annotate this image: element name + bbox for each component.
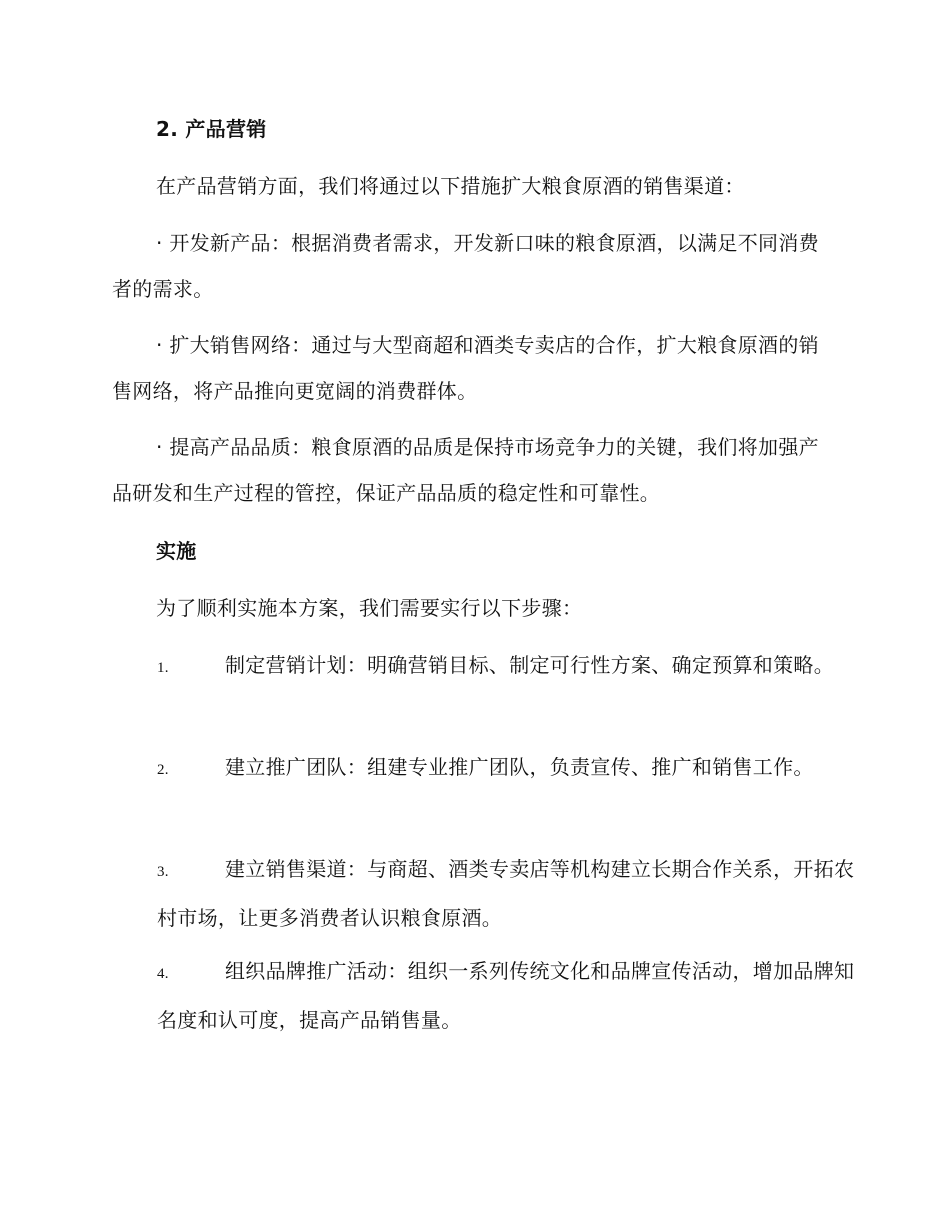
step-text: 建立销售渠道：与商超、酒类专卖店等机构建立长期合作关系，开拓农村市场，让更多消费者认识粮食原酒。 (157, 857, 855, 930)
step-item (112, 948, 873, 1043)
step-text: 制定营销计划：明确营销目标、制定可行性方案、确定预算和策略。 (225, 653, 834, 677)
step-text: 组织品牌推广活动：组织一系列传统文化和品牌宣传活动，增加品牌知名度和认可度，提高产品销售量。 (157, 959, 855, 1032)
step-text: 建立推广团队：组建专业推广团队，负责宣传、推广和销售工作。 (225, 755, 814, 779)
bullet-product-quality: · 提高产品品质：粮食原酒的品质是保持市场竞争力的关键，我们将加强产品研发和生产过程的管控，保证产品品质的稳定性和可靠性。 (112, 435, 819, 505)
step-number: 3. (157, 864, 169, 880)
step-number: 2. (157, 762, 169, 778)
marketing-heading: 2. 产品营销 (156, 117, 267, 141)
step-item (112, 744, 873, 793)
bullet-new-products: · 开发新产品：根据消费者需求，开发新口味的粮食原酒，以满足不同消费者的需求。 (112, 231, 819, 301)
step-number: 4. (157, 966, 169, 982)
marketing-intro: 在产品营销方面，我们将通过以下措施扩大粮食原酒的销售渠道： (156, 174, 745, 198)
bullet-sales-network: · 扩大销售网络：通过与大型商超和酒类专卖店的合作，扩大粮食原酒的销售网络，将产品推向更宽阔的消费群体。 (112, 333, 819, 403)
implementation-heading: 实施 (156, 539, 197, 563)
step-item (112, 642, 873, 691)
step-number: 1. (157, 660, 169, 676)
implementation-intro: 为了顺利实施本方案，我们需要实行以下步骤： (156, 596, 583, 620)
step-item (112, 846, 873, 941)
